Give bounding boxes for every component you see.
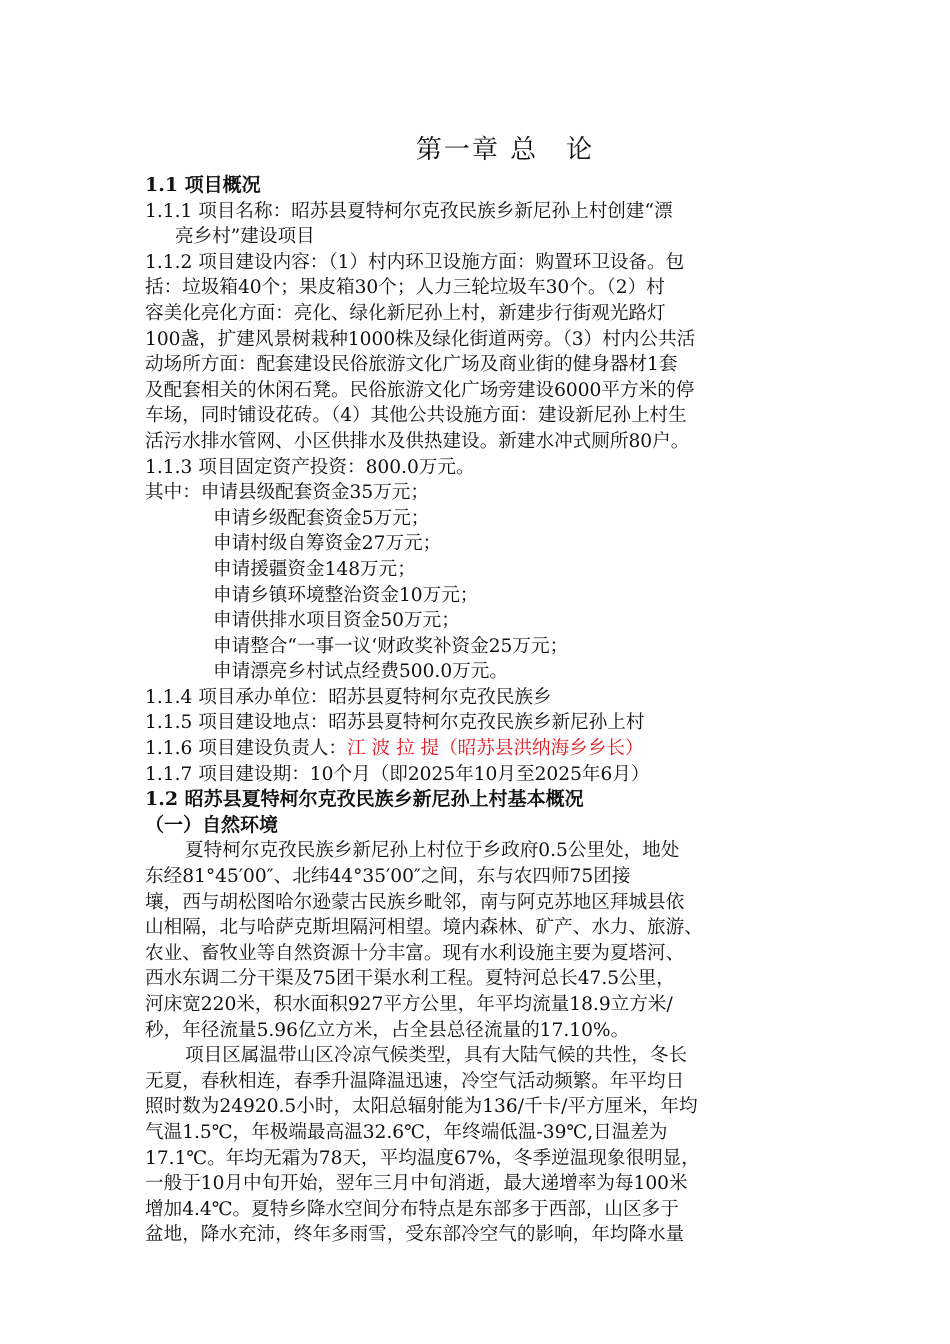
- paragraph-line: 气温1.5℃，年极端最高温32.6℃，年终端低温-39℃,日温差为: [145, 1121, 668, 1143]
- item-1-1-2-line: 车场，同时铺设花砖。（4）其他公共设施方面：建设新尼孙上村生: [145, 405, 687, 427]
- item-1-1-2-line: 动场所方面：配套建设民俗旅游文化广场及商业街的健身器材1套: [145, 354, 678, 376]
- paragraph-line: 西水东调二分干渠及75团干渠水利工程。夏特河总长47.5公里，: [145, 968, 675, 990]
- item-1-1-2-line: 活污水排水管网、小区供排水及供热建设。新建水冲式厕所80户。: [145, 430, 690, 452]
- fund-item: 申请援疆资金148万元；: [213, 558, 416, 580]
- item-1-1-6-value: 江 波 拉 提（昭苏县洪纳海乡乡长）: [346, 738, 644, 760]
- paragraph-line: 盆地，降水充沛，终年多雨雪，受东部冷空气的影响，年均降水量: [145, 1224, 685, 1246]
- item-1-1-6: [145, 736, 825, 762]
- section-heading-1-1: 1.1 项目概况: [145, 174, 261, 196]
- fund-item: 申请整合“一事一议‘财政奖补资金25万元；: [213, 635, 569, 657]
- paragraph-line: 17.1℃。年均无霜为78天，平均温度67%，冬季逆温现象很明显，: [145, 1147, 700, 1169]
- subsection-heading: （一）自然环境: [145, 813, 279, 836]
- fund-item: 申请乡镇环境整治资金10万元；: [213, 584, 479, 606]
- paragraph-line: 河床宽220米，积水面积927平方公里，年平均流量18.9立方米/: [145, 994, 673, 1015]
- paragraph-line: 无夏，春秋相连，春季升温降温迅速，冷空气活动频繁。年平均日: [145, 1070, 685, 1092]
- item-1-1-5: 1.1.5 项目建设地点：昭苏县夏特柯尔克孜民族乡新尼孙上村: [145, 712, 645, 734]
- fund-item: 其中：申请县级配套资金35万元；: [145, 482, 429, 504]
- item-1-1-2-line: 100盏，扩建风景树栽种1000株及绿化街道两旁。（3）村内公共活: [145, 328, 696, 350]
- item-1-1-7: 1.1.7 项目建设期：10个月（即2025年10月至2025年6月）: [145, 763, 650, 785]
- paragraph-line: 增加4.4℃。夏特乡降水空间分布特点是东部多于西部，山区多于: [145, 1198, 679, 1220]
- item-1-1-4: 1.1.4 项目承办单位：昭苏县夏特柯尔克孜民族乡: [145, 686, 552, 708]
- document-body: [145, 130, 825, 1248]
- chapter-title: 第一章 总 论: [415, 135, 595, 165]
- paragraph-line: 秒，年径流量5.96亿立方米，占全县总径流量的17.10%。: [145, 1019, 630, 1041]
- item-1-1-2-line: 括：垃圾箱40个；果皮箱30个；人力三轮垃圾车30个。（2）村: [145, 277, 665, 299]
- fund-item: 申请漂亮乡村试点经费500.0万元。: [213, 661, 508, 683]
- paragraph-line: 壤，西与胡松图哈尔逊蒙古民族乡毗邻，南与阿克苏地区拜城县依: [145, 891, 685, 913]
- paragraph-line: 照时数为24920.5小时，太阳总辐射能为136/千卡/平方厘米，年均: [145, 1096, 698, 1118]
- paragraph-line: 项目区属温带山区冷凉气候类型，具有大陆气候的共性，冬长: [185, 1045, 688, 1067]
- paragraph-line: 东经81°45′00″、北纬44°35′00″之间，东与农四师75团接: [145, 866, 631, 888]
- item-1-1-3: 1.1.3 项目固定资产投资：800.0万元。: [145, 456, 475, 478]
- fund-item: 申请乡级配套资金5万元；: [213, 507, 430, 529]
- item-1-1-1-cont: 亮乡村”建设项目: [175, 226, 315, 248]
- section-heading-1-2: 1.2 昭苏县夏特柯尔克孜民族乡新尼孙上村基本概况: [145, 788, 584, 811]
- fund-item: 申请村级自筹资金27万元；: [213, 533, 442, 555]
- item-1-1-1: 1.1.1 项目名称：昭苏县夏特柯尔克孜民族乡新尼孙上村创建“漂: [145, 200, 673, 222]
- item-1-1-6-label: 1.1.6 项目建设负责人：: [145, 738, 347, 760]
- fund-item: 申请供排水项目资金50万元；: [213, 610, 460, 632]
- item-1-1-2-line: 1.1.2 项目建设内容：（1）村内环卫设施方面：购置环卫设备。包: [145, 251, 685, 273]
- paragraph-line: 山相隔，北与哈萨克斯坦隔河相望。境内森林、矿产、水力、旅游、: [145, 917, 703, 939]
- paragraph-line: 一般于10月中旬开始，翌年三月中旬消逝，最大递增率为每100米: [145, 1173, 688, 1195]
- paragraph-line: 农业、畜牧业等自然资源十分丰富。现有水利设施主要为夏塔河、: [145, 942, 685, 964]
- item-1-1-2-line: 及配套相关的休闲石凳。民俗旅游文化广场旁建设6000平方米的停: [145, 379, 695, 401]
- item-1-1-2-line: 容美化亮化方面：亮化、绿化新尼孙上村，新建步行街观光路灯: [145, 302, 666, 324]
- paragraph-line: 夏特柯尔克孜民族乡新尼孙上村位于乡政府0.5公里处，地处: [185, 840, 680, 862]
